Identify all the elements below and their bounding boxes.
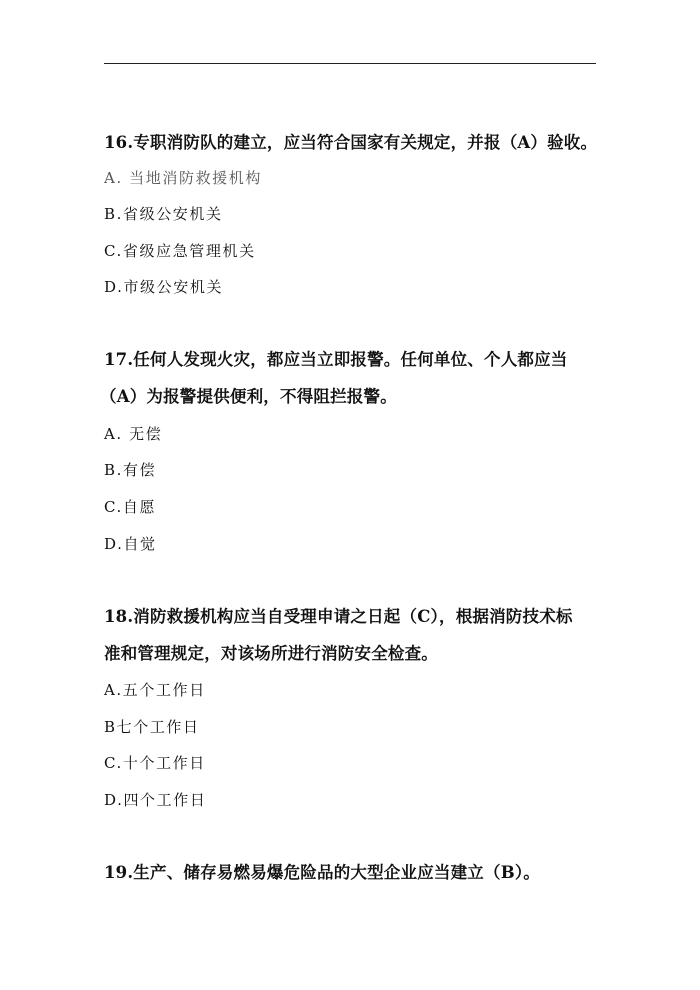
- header-rule: [104, 63, 596, 64]
- question-18-option-c: C.十个工作日: [104, 754, 206, 772]
- question-16-option-d: D.市级公安机关: [104, 278, 224, 296]
- question-17-option-a: A. 无偿: [104, 425, 163, 443]
- question-16-text: 16.专职消防队的建立，应当符合国家有关规定，并报（A）验收。: [104, 133, 598, 152]
- question-18-option-b: B七个工作日: [104, 718, 200, 736]
- question-16-option-b: B.省级公安机关: [104, 205, 223, 223]
- question-18-text-line-2: 准和管理规定，对该场所进行消防安全检查。: [104, 644, 438, 663]
- question-17-option-b: B.有偿: [104, 461, 157, 479]
- question-16-option-a: A. 当地消防救援机构: [104, 169, 262, 187]
- question-18-option-a: A.五个工作日: [104, 681, 206, 699]
- question-16-option-c: C.省级应急管理机关: [104, 242, 256, 260]
- question-18-option-d: D.四个工作日: [104, 791, 207, 809]
- question-18-text-line-1: 18.消防救援机构应当自受理申请之日起（C），根据消防技术标: [104, 607, 573, 626]
- question-19-text: 19.生产、储存易燃易爆危险品的大型企业应当建立（B）。: [104, 863, 541, 882]
- question-17-option-d: D.自觉: [104, 535, 157, 553]
- question-17-option-c: C.自愿: [104, 498, 157, 516]
- question-17-text-line-1: 17.任何人发现火灾，都应当立即报警。任何单位、个人都应当: [104, 350, 568, 369]
- question-17-text-line-2: （A）为报警提供便利，不得阻拦报警。: [100, 387, 397, 406]
